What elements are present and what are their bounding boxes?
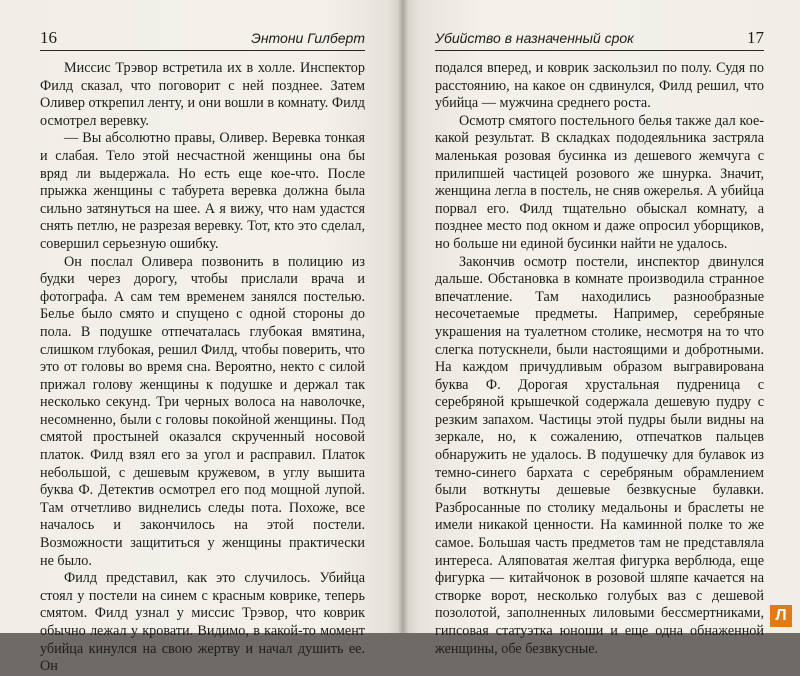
left-page-number: 16: [40, 28, 57, 47]
right-page-number: 17: [747, 28, 764, 47]
paragraph: Филд представил, как это случилось. Убийца стоял у постели на синем с красным коврике, теперь смятом. Филд узнал у миссис Трэвор, что коврик обычно лежал у кровати. Видимо, в какой-то момент убийца кинулся на свою жертву и начал душить ее. Он: [40, 570, 365, 675]
left-running-head-title: Энтони Гилберт: [251, 30, 365, 46]
paragraph: Миссис Трэвор встретила их в холле. Инспектор Филд сказал, что поговорит с ней позднее. Затем Оливер открепил ленту, и они вошли в комнату. Филд осмотрел веревку.: [40, 60, 365, 129]
paragraph: Закончив осмотр постели, инспектор двинулся дальше. Обстановка в комнате производила странное впечатление. Там находились разнообразные несочетаемые предметы. Например, серебряные украшения на туалетном столике, несмотря на то что слегка потускнели, были настоящими и добротными. На каждом причудливым образом выгравирована буква Ф. Дорогая хрустальная пудреница с серебряной крышечкой содержала дешевую пудру с резким запахом. Частицы этой пудры были видны на зеркале, но, к сожалению, отпечатков пальцев обнаружить не удалось. В подушечку для булавок из темно-синего бархата с серебряным обрамлением были воткнуты дешевые безвкусные булавки. Разбросанные по столику медальоны и браслеты не имели никакой ценности. На каминной полке то же самое. Большая часть предметов там не представляла интереса. Аляповатая желтая фигурка верблюда, еще фигурка — китайчонок в розовой шляпе качается на створке ворот, несколько голубых ваз с дешевой позолотой, заполненных лиловыми бессмертниками, гипсовая статуэтка юноши и еще одна обнаженной женщины, обе безвкусные.: [435, 253, 764, 657]
paragraph: подался вперед, и коврик заскользил по полу. Судя по расстоянию, на какое он сдвинулся, Филд решил, что убийца — мужчина среднего роста.: [435, 60, 764, 112]
publisher-logo-icon: Л: [770, 605, 792, 627]
right-running-head: [435, 28, 764, 51]
left-page-text: [40, 60, 365, 676]
right-running-head-title: Убийство в назначенный срок: [435, 30, 634, 46]
right-page: [403, 0, 800, 657]
paragraph: Осмотр смятого постельного белья также дал кое-какой результат. В складках пододеяльника застряла маленькая розовая бусинка из дешевого жемчуга с прилипшей частицей розового же шнурка. Значит, женщина легла в постель, не сняв ожерелья. А убийца порвал его. Филд тщательно обыскал комнату, а позднее место под окном и даже опросил уборщиков, но больше ни единой бусинки найти не удалось.: [435, 112, 764, 252]
right-page-text: [435, 60, 764, 658]
left-running-head: [40, 28, 365, 51]
paragraph: Он послал Оливера позвонить в полицию из будки через дорогу, чтобы прислали врача и фотографа. А сам тем временем занялся постелью. Белье было смято и спущено с одной стороны до пола. В подушке отпечаталась глубокая вмятина, слишком глубокая, решил Филд, чтобы поверить, что это от головы во время сна. Вероятно, некто с силой прижал голову женщины к подушке и держал так несколько секунд. Три черных волоса на наволочке, несомненно, были с головы покойной женщины. Под смятой простыней оказался скрученный носовой платок. Филд взял его за угол и расправил. Платок небольшой, с дешевым кружевом, в углу вышита буква Ф. Детектив осмотрел его под мощной лупой. Там отчетливо виднелись следы пота. Похоже, все началось и закончилось на этой постели. Возможности защититься у женщины практически не было.: [40, 253, 365, 569]
paragraph: — Вы абсолютно правы, Оливер. Веревка тонкая и слабая. Тело этой несчастной женщины она бы вряд ли выдержала. Но есть еще кое-что. После прыжка женщины с табурета веревка должна была сильно затянуться на шее. А я вижу, что нам удастся снять петлю, не разрезая веревку. Тот, кто это сделал, совершил серьезную ошибку.: [40, 130, 365, 252]
